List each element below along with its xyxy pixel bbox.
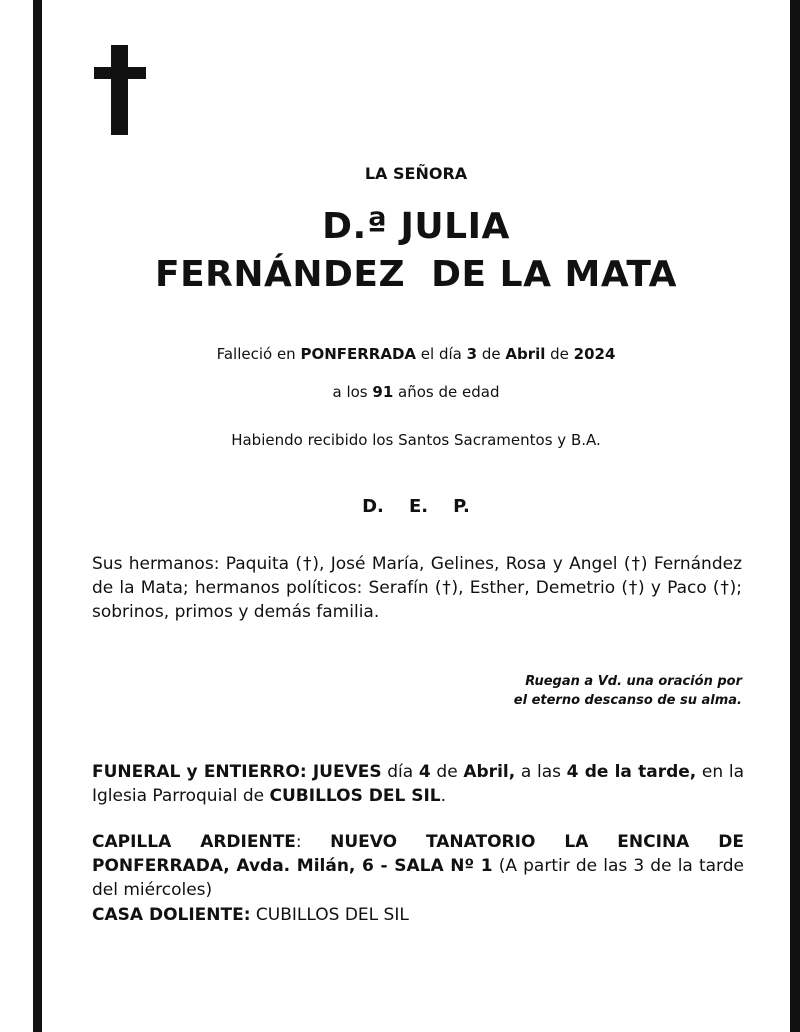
right-border [790, 0, 800, 1032]
heading: LA SEÑORA [364, 164, 468, 183]
prayer-text: Ruegan a Vd. una oración por el eterno descanso de su alma. [513, 674, 742, 708]
deceased-name-line2: FERNÁNDEZ DE LA MATA [154, 254, 678, 295]
death-line: Falleció en PONFERRADA el día 3 de Abril de 2024 [216, 345, 616, 363]
family-paragraph: Sus hermanos: Paquita (†), José María, Gelines, Rosa y Angel (†) Fernández de la Mata; hermanos políticos: Serafín (†), Esther, Demetrio (†) y Paco (†); sobrinos, primos y demás familia. [92, 554, 742, 622]
funeral-info: FUNERAL y ENTIERRO: JUEVES día 4 de Abril, a las 4 de la tarde, en la Iglesia Parroquial de CUBILLOS DEL SIL. [92, 762, 744, 806]
deceased-name-line1: D.ª JULIA [322, 206, 510, 247]
casa-doliente-info: CASA DOLIENTE: CUBILLOS DEL SIL [92, 905, 409, 925]
age-line: a los 91 años de edad [332, 383, 500, 401]
dep-line: D. E. P. [362, 496, 470, 517]
sacraments-line: Habiendo recibido los Santos Sacramentos y B.A. [231, 431, 601, 449]
capilla-ardiente-info: CAPILLA ARDIENTE: NUEVO TANATORIO LA ENCINA DE PONFERRADA, Avda. Milán, 6 - SALA Nº 1 (A partir de las 3 de la tarde del miércoles) [92, 832, 744, 900]
cross-icon [94, 45, 146, 135]
left-border [33, 0, 42, 1032]
